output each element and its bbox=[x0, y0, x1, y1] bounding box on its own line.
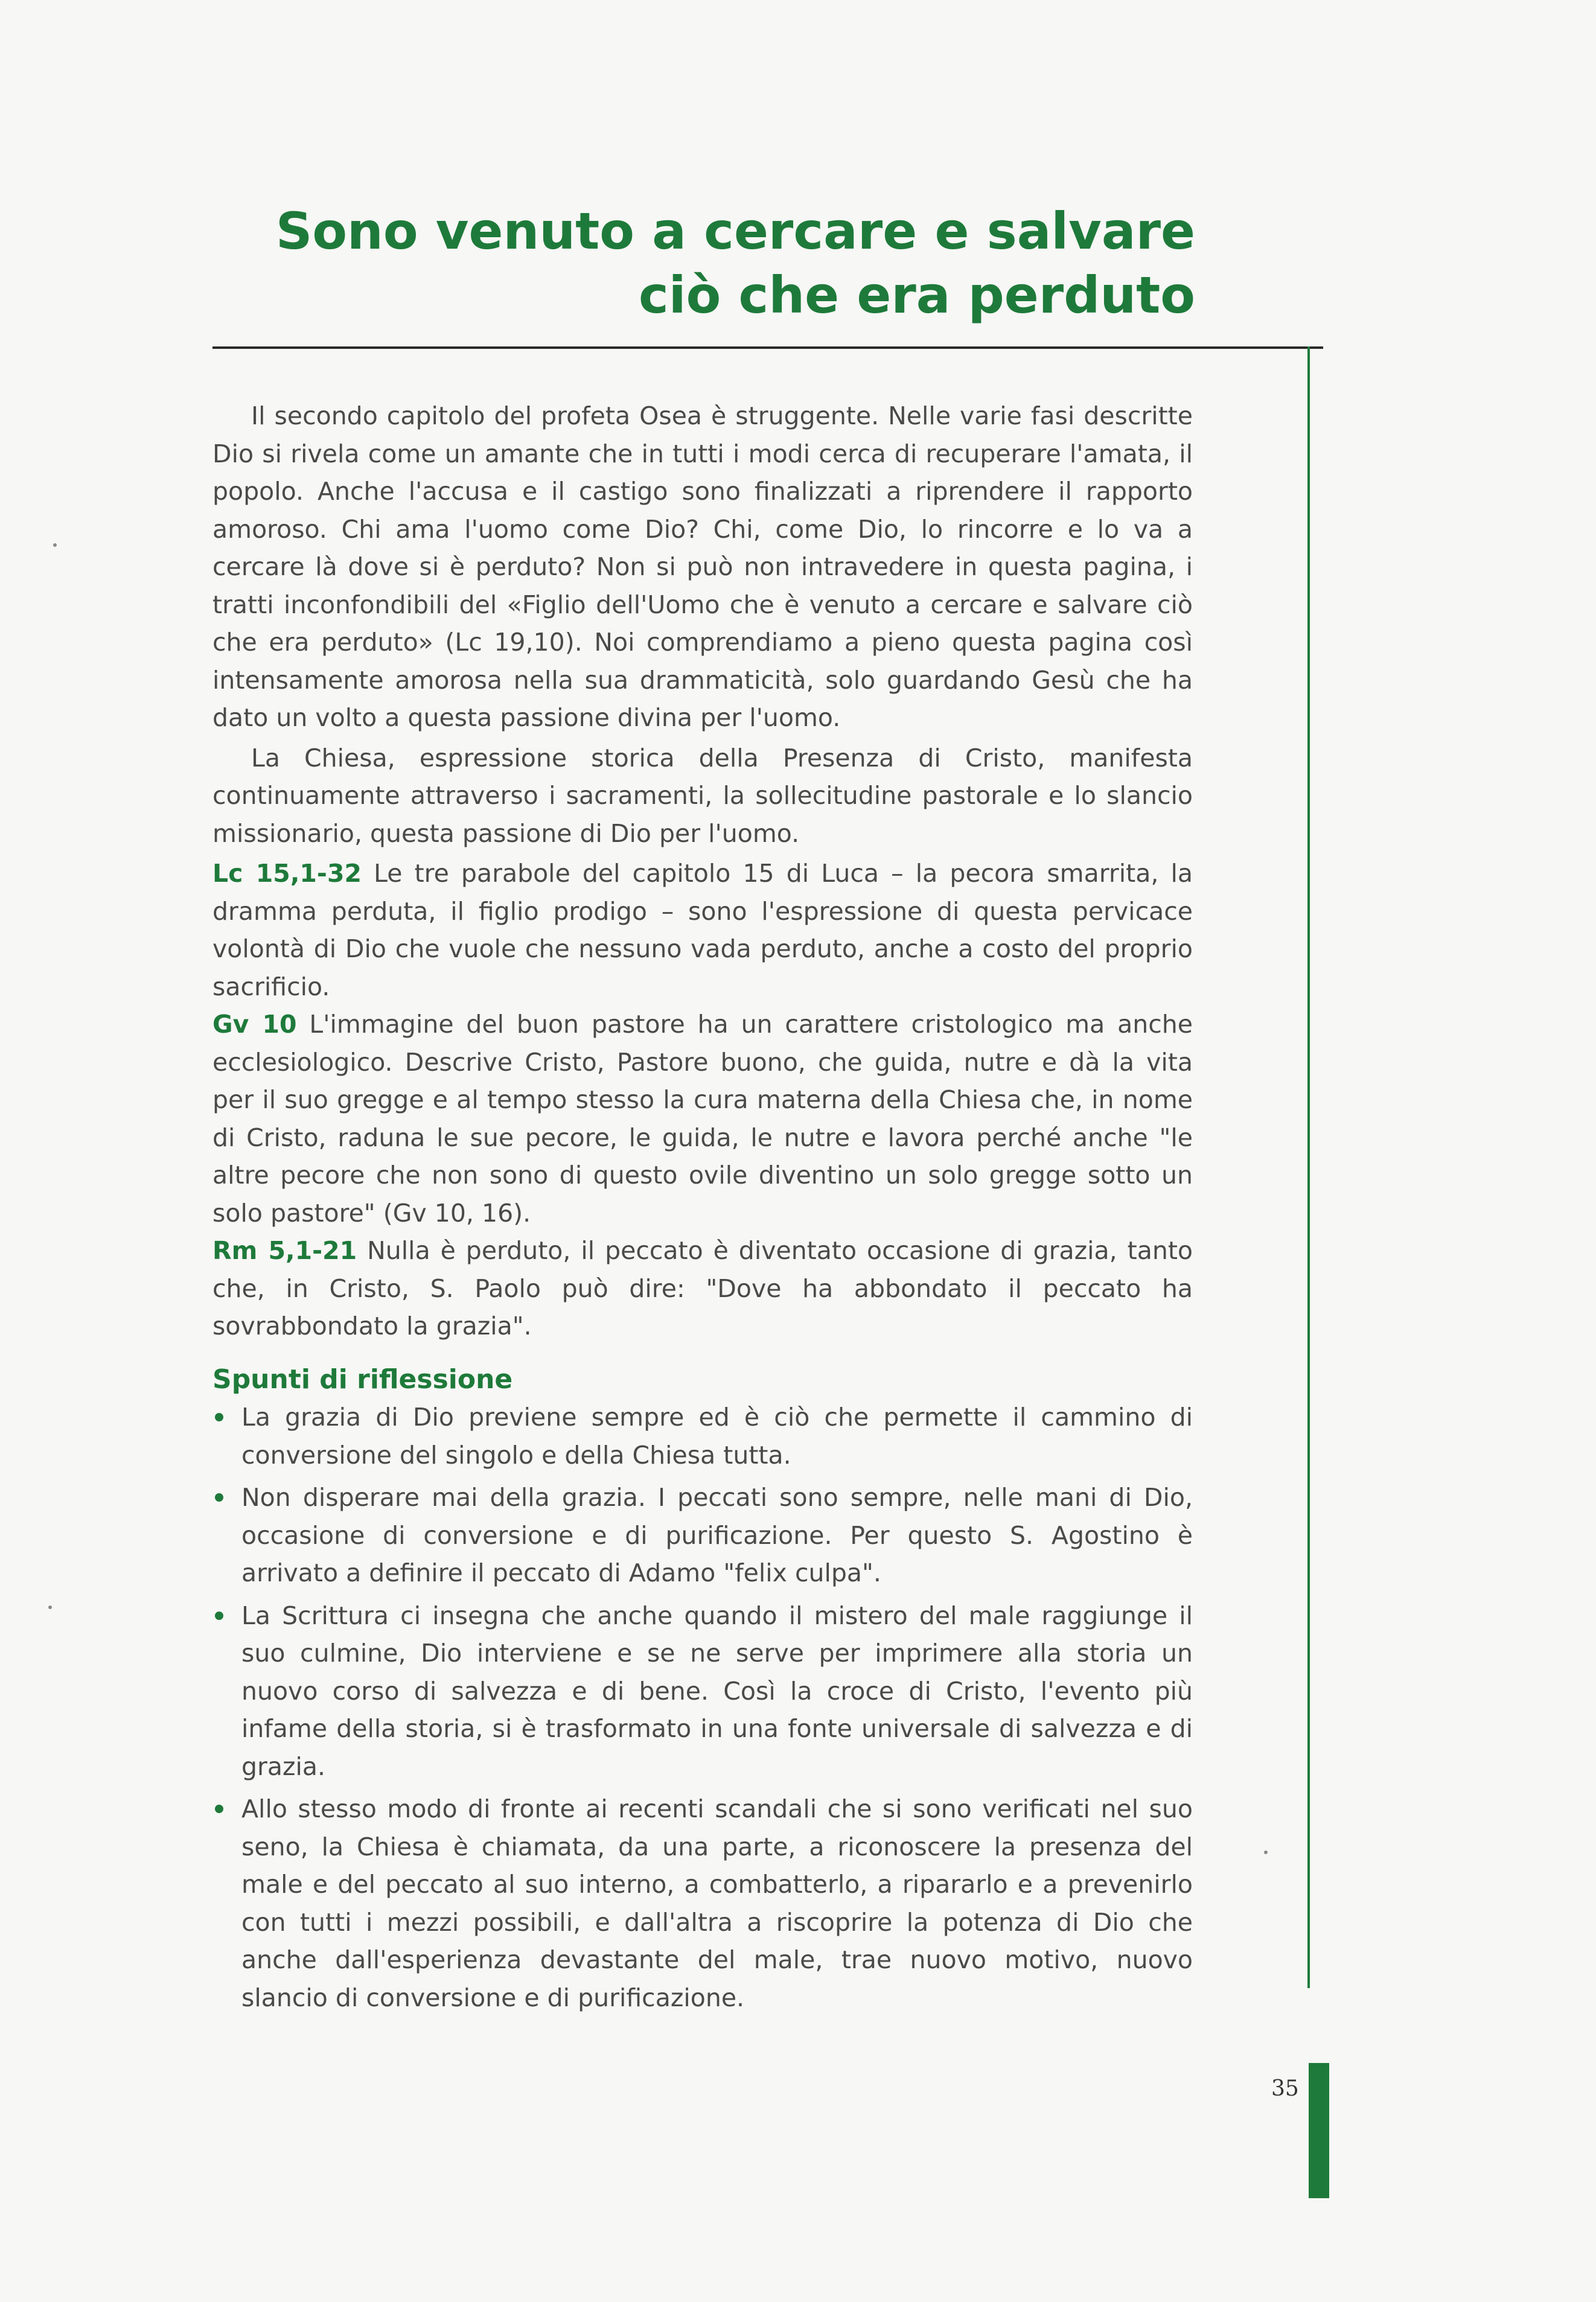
reference-lc-text: Le tre parabole del capitolo 15 di Luca – la pecora smarrita, la dramma perduta, il figlio prodigo – sono l'espressione di questa pervicace volontà di Dio che vuole che nessuno vada perduto, anche a costo del proprio sacrificio. bbox=[212, 859, 1193, 1001]
frame-top-rule bbox=[212, 346, 1323, 349]
page-number: 35 bbox=[1271, 2076, 1299, 2101]
reflection-item-text: La Scrittura ci insegna che anche quando il mistero del male raggiunge il suo culmine, Dio interviene e se ne serve per imprimere alla storia un nuovo corso di salvezza e di bene. Così la croce di Cristo, l'evento più infame della storia, si è trasformato in una fonte universale di salvezza e di grazia. bbox=[241, 1601, 1193, 1781]
reflection-item-text: Allo stesso modo di fronte ai recenti scandali che si sono verificati nel suo seno, la Chiesa è chiamata, da una parte, a riconoscere la presenza del male e del peccato al suo interno, a combatterlo, a ripararlo e a prevenirlo con tutti i mezzi possibili, e dall'altra a riscoprire la potenza di Dio che anche dall'esperienza devastante del male, trae nuovo motivo, nuovo slancio di conversione e di purificazione. bbox=[241, 1794, 1193, 2012]
reference-lc-label: Lc 15,1-32 bbox=[212, 859, 362, 888]
reflection-list bbox=[212, 1398, 1193, 2017]
title-line-2: ciò che era perduto bbox=[639, 266, 1195, 325]
reflection-item bbox=[212, 1398, 1193, 1474]
reflection-item-text: Non disperare mai della grazia. I peccati sono sempre, nelle mani di Dio, occasione di conversione e di purificazione. Per questo S. Agostino è arrivato a definire il peccato di Adamo "felix culpa". bbox=[241, 1483, 1193, 1587]
bullet-icon bbox=[215, 1493, 223, 1502]
bullet-icon bbox=[215, 1413, 223, 1421]
reflection-item-text: La grazia di Dio previene sempre ed è ciò che permette il cammino di conversione del singolo e della Chiesa tutta. bbox=[241, 1403, 1193, 1470]
reference-rm bbox=[212, 1232, 1193, 1345]
reference-gv-label: Gv 10 bbox=[212, 1010, 297, 1039]
reflection-heading: Spunti di riflessione bbox=[212, 1363, 513, 1395]
scan-speck bbox=[1264, 1851, 1268, 1854]
bullet-icon bbox=[215, 1612, 223, 1620]
page-tab-marker bbox=[1309, 2063, 1329, 2198]
article-body bbox=[212, 397, 1193, 2021]
intro-paragraph-2: La Chiesa, espressione storica della Presenza di Cristo, manifesta continuamente attraverso i sacramenti, la sollecitudine pastorale e lo slancio missionario, questa passione di Dio per l'uomo. bbox=[212, 743, 1193, 848]
reflection-item bbox=[212, 1597, 1193, 1786]
reference-lc bbox=[212, 855, 1193, 1006]
intro-paragraph-1: Il secondo capitolo del profeta Osea è struggente. Nelle varie fasi descritte Dio si rivela come un amante che in tutti i modi cerca di recuperare l'amata, il popolo. Anche l'accusa e il castigo sono finalizzati a riprendere il rapporto amoroso. Chi ama l'uomo come Dio? Chi, come Dio, lo rincorre e lo va a cercare là dove si è perduto? Non si può non intravedere in questa pagina, i tratti inconfondibili del «Figlio dell'Uomo che è venuto a cercare e salvare ciò che era perduto» (Lc 19,10). Noi comprendiamo a pieno questa pagina così intensamente amorosa nella sua drammaticità, solo guardando Gesù che ha dato un volto a questa passione divina per l'uomo. bbox=[212, 401, 1193, 732]
scan-speck bbox=[53, 543, 57, 547]
scan-speck bbox=[48, 1605, 52, 1609]
reference-rm-label: Rm 5,1-21 bbox=[212, 1236, 357, 1265]
reflection-item bbox=[212, 1479, 1193, 1592]
bullet-icon bbox=[215, 1805, 223, 1813]
page-title bbox=[211, 199, 1195, 327]
reflection-item bbox=[212, 1790, 1193, 2017]
reference-gv-text: L'immagine del buon pastore ha un carattere cristologico ma anche ecclesiologico. Descrive Cristo, Pastore buono, che guida, nutre e dà la vita per il suo gregge e al tempo stesso la cura materna della Chiesa che, in nome di Cristo, raduna le sue pecore, le guida, le nutre e lavora perché anche "le altre pecore che non sono di questo ovile diventino un solo gregge sotto un solo pastore" (Gv 10, 16). bbox=[212, 1010, 1193, 1228]
reference-rm-text: Nulla è perduto, il peccato è diventato occasione di grazia, tanto che, in Cristo, S. Paolo può dire: "Dove ha abbondato il peccato ha sovrabbondato la grazia". bbox=[212, 1236, 1193, 1341]
title-line-1: Sono venuto a cercare e salvare bbox=[275, 202, 1195, 261]
frame-right-rule bbox=[1307, 346, 1310, 1988]
reference-gv bbox=[212, 1006, 1193, 1232]
